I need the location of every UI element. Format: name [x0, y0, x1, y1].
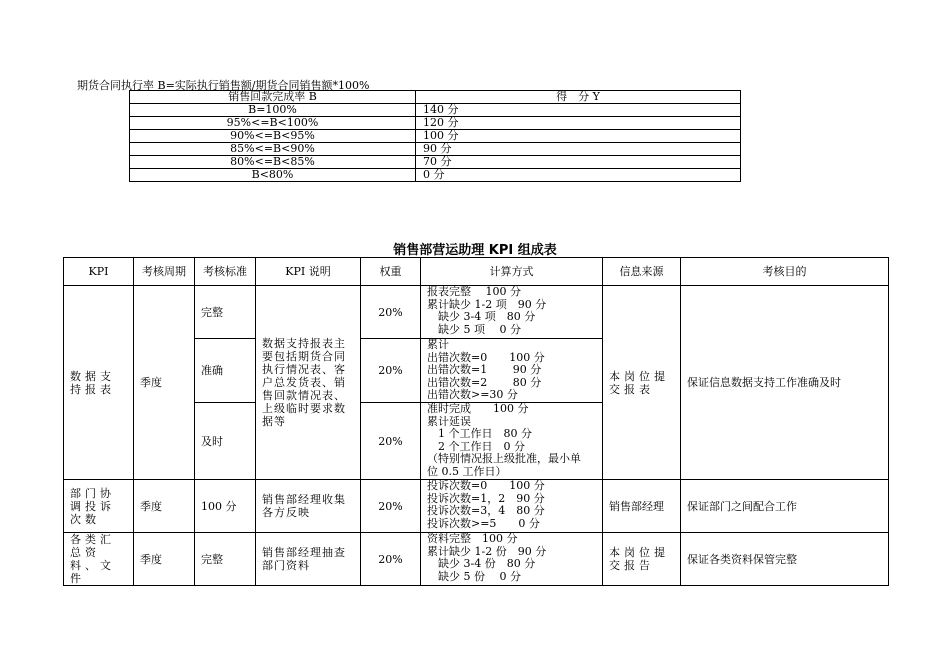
kpi-calculation: 投诉次数=0 100 分 投诉次数=1，2 90 分 投诉次数=3，4 80 分 投诉次数>=5 0 分: [421, 480, 603, 533]
score-row: [130, 130, 741, 143]
kpi-name: 数据支持报表: [64, 286, 134, 480]
score-range: B<80%: [130, 169, 416, 182]
score-range: B=100%: [130, 104, 416, 117]
kpi-source: 销售部经理: [603, 480, 681, 533]
header-standard: 考核标准: [195, 258, 256, 286]
kpi-calculation: 资料完整 100 分 累计缺少 1-2 份 90 分 缺少 3-4 份 80 分 缺少 5 份 0 分: [421, 533, 603, 586]
kpi-weight: 20%: [361, 480, 421, 533]
header-weight: 权重: [361, 258, 421, 286]
kpi-calculation: 报表完整 100 分 累计缺少 1-2 项 90 分 缺少 3-4 项 80 分 缺少 5 项 0 分: [421, 286, 603, 339]
kpi-weight: 20%: [361, 286, 421, 339]
score-value: 100 分: [416, 130, 741, 143]
kpi-row: [64, 533, 889, 586]
kpi-purpose: 保证信息数据支持工作准确及时: [681, 286, 889, 480]
score-row: [130, 169, 741, 182]
score-value: 70 分: [416, 156, 741, 169]
formula-text: 期货合同执行率 B=实际执行销售额/期货合同销售额*100%: [77, 79, 370, 92]
score-row: [130, 143, 741, 156]
kpi-standard: 100 分: [195, 480, 256, 533]
kpi-description: 销售部经理抽查部门资料: [256, 533, 361, 586]
kpi-header-row: [64, 258, 889, 286]
kpi-purpose: 保证部门之间配合工作: [681, 480, 889, 533]
score-row: [130, 156, 741, 169]
kpi-period: 季度: [134, 533, 195, 586]
kpi-calculation: 准时完成 100 分 累计延误 1 个工作日 80 分 2 个工作日 0 分 （特别情况报上级批准，最小单 位 0.5 工作日）: [421, 403, 603, 480]
score-range: 80%<=B<85%: [130, 156, 416, 169]
header-kpi: KPI: [64, 258, 134, 286]
kpi-standard: 及时: [195, 403, 256, 480]
kpi-purpose: 保证各类资料保管完整: [681, 533, 889, 586]
kpi-name: 部门协调投诉次数: [64, 480, 134, 533]
kpi-weight: 20%: [361, 339, 421, 403]
score-header-score: 得 分 Y: [416, 91, 741, 104]
score-row: [130, 117, 741, 130]
score-range: 90%<=B<95%: [130, 130, 416, 143]
kpi-description: 数据支持报表主要包括期货合同执行情况表、客户总发货表、销售回款情况表、上级临时要求数据等: [256, 286, 361, 480]
kpi-standard: 完整: [195, 286, 256, 339]
kpi-period: 季度: [134, 286, 195, 480]
score-value: 0 分: [416, 169, 741, 182]
header-calc: 计算方式: [421, 258, 603, 286]
score-range: 95%<=B<100%: [130, 117, 416, 130]
score-value: 140 分: [416, 104, 741, 117]
header-desc: KPI 说明: [256, 258, 361, 286]
score-header-row: [130, 91, 741, 104]
kpi-source: 本岗位提交报告: [603, 533, 681, 586]
kpi-row: [64, 286, 889, 339]
header-source: 信息来源: [603, 258, 681, 286]
score-header-rate: 销售回款完成率 B: [130, 91, 416, 104]
kpi-weight: 20%: [361, 533, 421, 586]
header-purpose: 考核目的: [681, 258, 889, 286]
kpi-calculation: 累计 出错次数=0 100 分 出错次数=1 90 分 出错次数=2 80 分 出错次数>=30 分: [421, 339, 603, 403]
kpi-name: 各类汇总资料、文件: [64, 533, 134, 586]
score-value: 120 分: [416, 117, 741, 130]
kpi-standard: 完整: [195, 533, 256, 586]
header-period: 考核周期: [134, 258, 195, 286]
kpi-table: [63, 257, 889, 586]
kpi-table-title: 销售部营运助理 KPI 组成表: [393, 243, 557, 258]
kpi-source: 本岗位提交报表: [603, 286, 681, 480]
kpi-weight: 20%: [361, 403, 421, 480]
kpi-row: [64, 480, 889, 533]
score-table: [129, 90, 741, 182]
score-value: 90 分: [416, 143, 741, 156]
kpi-period: 季度: [134, 480, 195, 533]
score-row: [130, 104, 741, 117]
kpi-standard: 准确: [195, 339, 256, 403]
score-range: 85%<=B<90%: [130, 143, 416, 156]
kpi-description: 销售部经理收集各方反映: [256, 480, 361, 533]
